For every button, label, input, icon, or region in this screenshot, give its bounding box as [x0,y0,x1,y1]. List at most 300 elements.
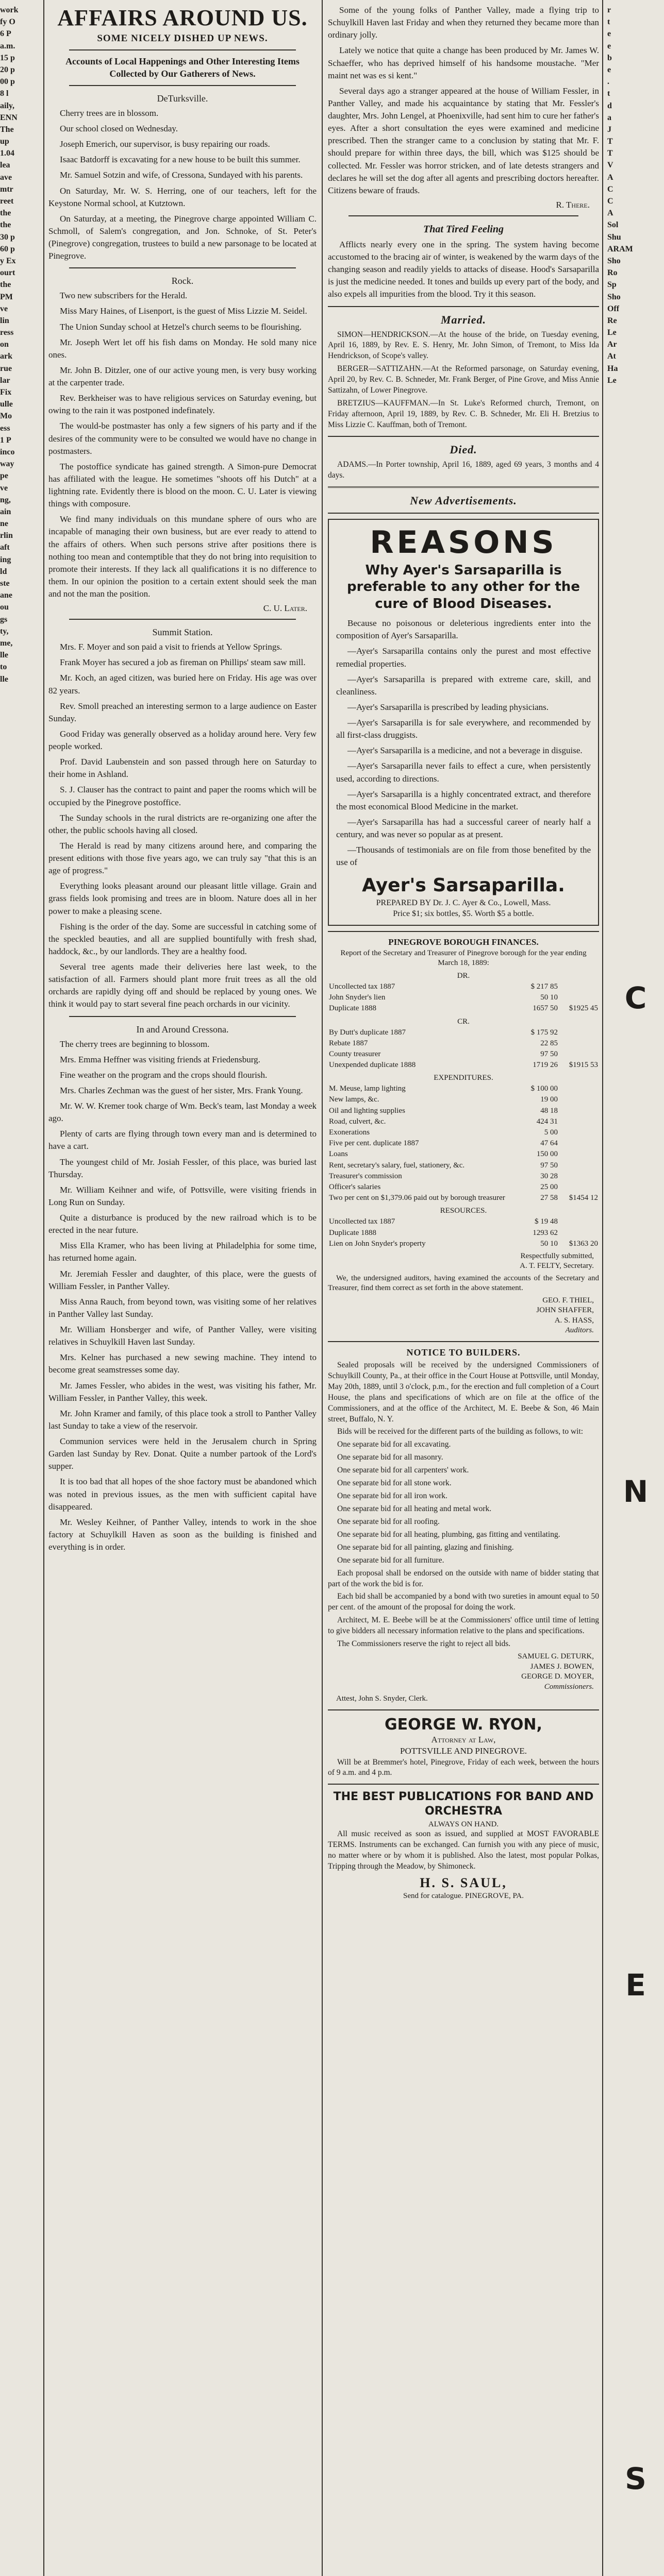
news-item: Mrs. F. Moyer and son paid a visit to friends at Yellow Springs. [60,642,283,652]
news-item: Everything looks pleasant around our pleasant little village. Grain and grass fields look promising and trees are in bloom. Nature does all in her power to make a pleasing scene. [48,881,317,916]
edge-fragment: the [0,221,11,230]
edge-fragment: me, [0,638,13,648]
cressona-continued [328,4,599,197]
edge-fragment: ane [0,591,12,600]
edge-fragment: Ha [607,364,618,373]
edge-fragment: r [607,6,611,14]
edge-fragment: 20 p [0,65,15,74]
ledger-row [328,1182,599,1193]
news-item: Mr. William Keihner and wife, of Pottsville, were visiting friends in Long Run on Sunday. [48,1184,317,1207]
ledger-total [559,1049,599,1060]
news-item: Cherry trees are in blossom. [60,108,159,118]
ledger-value: $ 175 92 [530,1028,558,1037]
ledger-label: Exonerations [329,1128,370,1137]
notice-title: NOTICE TO BUILDERS. [406,1347,521,1358]
ledger-label: Officer's salaries [329,1182,381,1191]
commissioners-label: Commissioners. [544,1682,594,1691]
edge-fragment: 15 p [0,53,15,62]
edge-fragment: y Ex [0,256,16,265]
edge-fragment: Fix [0,388,12,397]
news-item: Some of the young folks of Panther Valley, made a flying trip to Schuylkill Haven last Friday and when they returned they became more than ordinary jolly. [328,5,599,40]
column-rule-left [43,0,44,2576]
edge-fragment: a.m. [0,41,15,50]
ledger-total [559,1149,599,1160]
edge-fragment: ng, [0,495,11,504]
edge-fragment: lle [0,674,8,684]
notice-paragraph: One separate bid for all carpenters' work. [337,1466,469,1475]
notice-attest: Attest, John S. Snyder, Clerk. [336,1694,428,1703]
attorney-card [328,1716,599,1779]
subheadline: SOME NICELY DISHED UP NEWS. [97,33,268,44]
edge-fragment: the [0,209,11,218]
ledger-label: By Dutt's duplicate 1887 [329,1028,406,1037]
edge-fragment: ne [0,519,8,529]
ledger-value: 50 10 [540,993,558,1002]
news-item: It is too bad that all hopes of the shoe factory must be abandoned which was noted in previous issues, as the men with sufficient capital have disappeared. [48,1477,317,1512]
ledger-label: Duplicate 1888 [329,1228,377,1237]
commissioner-name: GEORGE D. MOYER, [521,1672,594,1681]
edge-fragment: 1.04 [0,149,14,158]
publisher-line: Send for catalogue. PINEGROVE, PA. [403,1892,524,1901]
news-item: Mr. Samuel Sotzin and wife, of Cressona, Sundayed with his parents. [60,170,303,180]
news-item: The would-be postmaster has only a few signers of his party and if the desires of the community were to be consulted we would have no change in postmasters. [48,421,317,456]
edge-fragment: 6 P [0,29,11,39]
edge-fragment: Sp [607,280,617,290]
ledger-row [328,992,599,1003]
ledger-value: $ 100 00 [530,1084,558,1093]
borough-finances [328,937,599,1336]
news-item: On Saturday, at a meeting, the Pinegrove charge appointed William C. Schmoll, of Salem's congregation, and Jon. Schnoke, of St. Peter's (Pinegrove) congregation, trustees to build a new parsonage to be located at Pinegrove. [48,213,317,261]
edge-fragment: Ro [607,268,618,278]
news-item: Mr. William Honsberger and wife, of Panther Valley, were visiting relatives in Schuylkill Haven last Sunday. [48,1325,317,1347]
divider [328,931,599,932]
edge-fragment: aily, [0,101,15,110]
finances-expenditures-table [328,1083,599,1204]
ledger-label: Unexpended duplicate 1888 [329,1061,416,1070]
ledger-row [328,1083,599,1094]
ledger-row [328,1003,599,1014]
edge-ad-letter: E [625,1968,646,2003]
auditor-names [333,1296,594,1336]
ledger-total [559,992,599,1003]
left-edge-column [0,4,40,2576]
ledger-total: $1363 20 [569,1239,598,1248]
divider [328,1784,599,1785]
news-item: Miss Ella Kramer, who has been living at Philadelphia for some time, has returned home again. [48,1241,317,1263]
ledger-label: Uncollected tax 1887 [329,982,395,991]
ledger-total [559,1182,599,1193]
edge-fragment: ain [0,507,11,516]
notice-paragraph: Architect, M. E. Beebe will be at the Commissioners' office until time of letting to give bidders all necessary information relative to the plans and specifications. [328,1616,599,1636]
reason-item: —Ayer's Sarsaparilla has had a successful career of nearly half a century, and was never so popular as at present. [336,817,591,840]
publications-title: THE BEST PUBLICATIONS FOR BAND AND ORCHESTRA [333,1790,594,1818]
news-item: Mr. Jeremiah Fessler and daughter, of this place, were the guests of William Fessler, in Panther Valley. [48,1268,317,1291]
edge-fragment: Shu [607,232,621,242]
married-heading: Married. [440,313,487,326]
auditor-name: JOHN SHAFFER, [536,1306,594,1315]
news-item: The cherry trees are beginning to blossom. [60,1039,210,1049]
notice-to-builders [328,1347,599,1704]
ledger-label: Lien on John Snyder's property [329,1239,426,1248]
edge-fragment: V [607,161,613,170]
edge-fragment: ress [0,328,14,337]
notice-paragraph: Each bid shall be accompanied by a bond with two sureties in amount equal to 50 per cent. of the amount of the proposal for doing the work. [328,1592,599,1612]
edge-fragment: 8 l [0,89,9,98]
ledger-value: 27 58 [540,1194,558,1202]
masthead: AFFAIRS AROUND US. [57,5,308,30]
ledger-row [328,1216,599,1227]
ledger-label: Duplicate 1888 [329,1004,377,1013]
news-item: Plenty of carts are flying through town every man and is determined to have a cart. [48,1129,317,1151]
edge-fragment: ess [0,423,10,433]
news-item: Rev. Berkheiser was to have religious services on Saturday evening, but owing to the rain it was postponed indefinately. [48,393,317,416]
tired-feeling-text: Afflicts nearly every one in the spring. The system having become accustomed to the bracing air of winter, is weakened by the warm days of the changing season and readily yields to attacks of disease. Hood's Sarsaparilla is just the medicine needed. It tones and builds up every part of the body, and also expels all impurities from the blood. Try it this season. [328,239,599,299]
correspondent-signature: C. U. Later. [263,603,307,614]
edge-fragment: Off [607,304,620,313]
edge-fragment: e [607,29,611,39]
auditor-name: GEO. F. THIEL, [542,1296,594,1304]
ledger-total [559,1116,599,1127]
news-item: Prof. David Laubenstein and son passed through here on Saturday to their home in Ashland. [48,757,317,779]
notice-paragraph: One separate bid for all stone work. [337,1479,452,1488]
edge-fragment: ARAM [607,244,633,253]
divider [328,436,599,437]
edge-fragment: ENN [0,113,18,122]
ledger-total: $1925 45 [569,1004,598,1013]
news-item: Mr. Wesley Keihner, of Panther Valley, intends to work in the shoe factory at Schuylkill Haven as soon as the building is finished and everything is in order. [48,1517,317,1552]
edge-fragment: gs [0,615,8,624]
reason-item: —Ayer's Sarsaparilla is prescribed by leading physicians. [347,702,549,712]
ledger-total [559,1106,599,1116]
publications-subtitle: ALWAYS ON HAND. [428,1820,499,1829]
ledger-value: 48 18 [540,1106,558,1115]
finances-dr-heading: DR. [457,971,470,980]
ledger-row [328,1049,599,1060]
ledger-row [328,1239,599,1249]
ledger-value: $ 217 85 [530,982,558,991]
news-item: Our school closed on Wednesday. [60,124,178,134]
ledger-row [328,1149,599,1160]
news-item: Frank Moyer has secured a job as fireman on Phillips' steam saw mill. [60,657,306,668]
edge-fragment: PM [0,292,13,301]
ledger-value: 150 00 [536,1150,558,1159]
ayers-maker: PREPARED BY Dr. J. C. Ayer & Co., Lowell, Mass. [376,899,551,908]
ledger-value: 97 50 [540,1049,558,1058]
divider [69,49,296,50]
finances-resources-heading: RESOURCES. [440,1207,487,1215]
news-item: Mrs. Emma Heffner was visiting friends at Friedensburg. [60,1054,260,1064]
news-item: Miss Mary Haines, of Lisenport, is the guest of Miss Lizzie M. Seidel. [60,306,307,316]
ledger-label: County treasurer [329,1049,381,1058]
reason-item: —Ayer's Sarsaparilla contains only the purest and most effective remedial properties. [336,646,591,669]
edge-fragment: 60 p [0,244,15,253]
divider [328,306,599,307]
divider [69,85,296,86]
ledger-label: John Snyder's lien [329,993,386,1002]
edge-fragment: C [607,197,613,206]
edge-fragment: ty, [0,626,9,636]
finances-sign-line: A. T. FELTY, Secretary. [520,1262,594,1270]
attorney-place: POTTSVILLE AND PINEGROVE. [400,1745,527,1756]
notice-paragraphs [328,1360,599,1650]
news-item: We find many individuals on this mundane sphere of ours who are incapable of managing their own business, but are ever ready to attend to the affairs of others. When such persons strive after positions there is nothing too mean and contemptible that they do not bring into requisition to promote their interests. If they lack all qualifications it is no difference to them. In our opinion the position to a certain extent should seek the man and not the man the position. [48,514,317,599]
divider [69,1016,296,1017]
edge-fragment: Sho [607,292,621,301]
news-item: Joseph Emerich, our supervisor, is busy repairing our roads. [60,139,270,149]
ledger-label: Rent, secretary's salary, fuel, stationery, &c. [329,1161,465,1170]
ledger-row [328,1138,599,1149]
edge-fragment: Sol [607,221,619,230]
divider [328,1709,599,1710]
ledger-value: 424 31 [536,1117,558,1126]
news-item: The youngest child of Mr. Josiah Fessler, of this place, was buried last Thursday. [48,1157,317,1179]
ledger-value: 1293 62 [533,1228,558,1237]
news-item: On Saturday, Mr. W. S. Herring, one of our teachers, left for the Keystone Normal school, at Kutztown. [48,185,317,208]
ledger-total [559,1171,599,1182]
ledger-value: 1657 50 [533,1004,558,1013]
ledger-value: 30 28 [540,1172,558,1180]
ledger-value: 19 00 [540,1095,558,1104]
ledger-value: 25 00 [540,1182,558,1191]
ledger-row [328,1106,599,1116]
marriage-notice: BRETZIUS—KAUFFMAN.—In St. Luke's Reformed church, Tremont, on Friday afternoon, April 19, 1889, by Rev. C. B. Schneder, Mr. Eli H. Bretzius to Miss Lizzie C. Kauffman, both of Tremont. [328,399,599,429]
commissioner-names [333,1652,594,1692]
edge-ad-letter: S [625,2461,646,2496]
news-item: Mr. W. W. Kremer took charge of Wm. Beck's team, last Monday a week ago. [48,1101,317,1124]
edge-fragment: reet [0,197,14,206]
edge-fragment: C [607,184,613,194]
news-item: Good Friday was generally observed as a holiday around here. Very few people worked. [48,728,317,752]
notices-column [328,4,599,2576]
edge-fragment: the [0,280,11,290]
news-item: Mrs. Charles Zechman was the guest of her sister, Mrs. Frank Young. [60,1085,303,1095]
notice-paragraph: Sealed proposals will be received by the undersigned Commissioners of Schuylkill County, Pa., at their office in the Court House at Pottsville, until Monday, May 20th, 1889, until 3 o'clock, p.m., for the erection and full completion of a Court House, the plans and specifications of which are on file at the office of the Commissioners, and at the office of the Architect, M. E. Beebe & Son, 46 Main street, Buffalo, N. Y. [328,1360,599,1423]
auditor-name: A. S. HASS, [554,1316,594,1325]
edge-fragment: fy O [0,18,15,27]
column-rule-right [602,0,603,2576]
publisher-name: H. S. SAUL, [420,1875,507,1891]
edge-fragment: At [607,352,616,361]
news-sections [48,93,317,1553]
news-item: Fishing is the order of the day. Some are successful in catching some of the speckled beauties, and all are supplied bountifully with fresh shad, haddock, &c., by our landlords. They are a healthy food. [48,921,317,956]
news-item: Mr. Koch, an aged citizen, was buried here on Friday. His age was over 82 years. [48,673,317,696]
ledger-label: M. Meuse, lamp lighting [329,1084,406,1093]
edge-fragment: b [607,53,612,62]
edge-fragment: a [607,113,611,122]
divider [69,267,296,268]
divider [328,486,599,488]
ledger-total [559,1127,599,1138]
edge-fragment: ve [0,304,8,313]
ledger-value: 47 64 [540,1139,558,1148]
edge-fragment: Mo [0,412,12,421]
ledger-value: 97 50 [540,1161,558,1170]
news-item: Communion services were held in the Jerusalem church in Spring Garden last Sunday by Rev. Donat. Quite a number partook of the Lord's supper. [48,1436,317,1471]
ledger-row [328,1160,599,1171]
notice-paragraph: One separate bid for all masonry. [337,1453,443,1462]
edge-fragment: work [0,6,19,14]
ledger-label: Treasurer's commission [329,1172,402,1180]
reason-item: —Thousands of testimonials are on file from those benefited by the use of [336,845,591,868]
ledger-row [328,1038,599,1049]
edge-fragment: Re [607,316,617,325]
ledger-label: Five per cent. duplicate 1887 [329,1139,419,1148]
reasons-list [336,645,591,869]
edge-fragment: way [0,460,14,469]
ledger-value: 22 85 [540,1039,558,1047]
cressona-signature: R. There. [556,199,590,210]
finances-dr-table [328,981,599,1014]
notice-paragraph: One separate bid for all roofing. [337,1517,440,1526]
finances-title: PINEGROVE BOROUGH FINANCES. [388,937,539,947]
edge-fragment: to [0,663,7,672]
edge-fragment: ave [0,173,12,182]
ledger-label: New lamps, &c. [329,1095,379,1104]
news-item: Fine weather on the program and the crops should flourish. [60,1070,268,1080]
right-edge-ads [607,980,664,2496]
auditors-label: Auditors. [565,1326,594,1335]
edge-fragment: ing [0,555,11,564]
edge-fragment: on [0,340,9,349]
ledger-row [328,1060,599,1071]
edge-fragment: ourt [0,268,15,278]
edge-fragment: lea [0,161,10,170]
notice-paragraph: The Commissioners reserve the right to reject all bids. [337,1639,511,1649]
ayers-brand: Ayer's Sarsaparilla. [362,875,565,896]
section-place-heading: DeTurksville. [157,93,208,104]
died-notice: ADAMS.—In Porter township, April 16, 1889, aged 69 years, 3 months and 4 days. [328,460,599,480]
edge-fragment: ve [0,483,8,493]
notice-paragraph: One separate bid for all heating, plumbing, gas fitting and ventilating. [337,1530,560,1539]
news-item: Quite a disturbance is produced by the new railroad which is to be erected in the near future. [48,1213,317,1235]
ayers-advertisement [328,519,599,926]
news-item: Mr. John Kramer and family, of this place took a stroll to Panther Valley last Sunday to take a view of the reservoir. [48,1408,317,1431]
divider [69,619,296,620]
news-item: The Herald is read by many citizens around here, and comparing the present editions with those five years ago, we can truly say "that this is an age of progress." [48,840,317,876]
edge-fragment: up [0,137,9,146]
reason-item: —Ayer's Sarsaparilla is for sale everywhere, and recommended by all first-class druggists. [336,718,591,740]
news-item: Mr. Joseph Wert let off his fish dams on Monday. He sold many nice ones. [48,337,317,360]
news-item: The postoffice syndicate has gained strength. A Simon-pure Democrat has affiliated with the league. He sometimes "shoots off his Dutch" at a lightning rate. Evidently there is blood on the moon. C. U. Later is viewing things with composure. [48,461,317,509]
reasons-intro: Because no poisonous or deleterious ingredients enter into the composition of Ayer's Sarsaparilla. [336,618,591,641]
edge-fragment: d [607,101,612,110]
edge-fragment: T [607,149,613,158]
reasons-subtitle: Why Ayer's Sarsaparilla is preferable to any other for the cure of Blood Diseases. [347,562,580,612]
edge-ad-letter: N [623,1474,649,1509]
notice-paragraph: One separate bid for all painting, glazing and finishing. [337,1543,514,1552]
edge-fragment: ulle [0,400,13,409]
ledger-row [328,981,599,992]
edge-fragment: 1 P [0,435,11,445]
edge-fragment: The [0,125,14,134]
news-item: Miss Anna Rauch, from beyond town, was visiting some of her relatives in Panther Valley last Sunday. [48,1296,317,1319]
edge-fragment: Sho [607,256,621,265]
edge-fragment: pe [0,471,8,481]
ledger-row [328,1116,599,1127]
news-item: Lately we notice that quite a change has been produced by Mr. James W. Schaeffer, who has deprived himself of his handsome moustache. "Mer maint net was es si kent." [328,45,599,80]
new-advertisements-heading: New Advertisements. [410,494,517,507]
edge-fragment: lin [0,316,9,325]
ledger-label: Two per cent on $1,379.06 paid out by borough treasurer [329,1194,505,1202]
edge-fragment: aft [0,543,10,552]
edge-fragment: rue [0,364,12,373]
ledger-total [559,1027,599,1038]
edge-fragment: ste [0,579,10,588]
reason-item: —Ayer's Sarsaparilla never fails to effect a cure, when persistently used, according to directions. [336,761,591,784]
notice-paragraph: Each proposal shall be endorsed on the outside with name of bidder stating that part of the work the bid is for. [328,1568,599,1588]
edge-fragment: . [607,77,609,87]
ledger-total [559,1094,599,1105]
finances-intro: Report of the Secretary and Treasurer of Pinegrove borough for the year ending March 18, 1889: [340,948,587,968]
ledger-label: Road, culvert, &c. [329,1117,386,1126]
notice-paragraph: One separate bid for all heating and metal work. [337,1504,492,1513]
edge-fragment: Le [607,328,617,337]
edge-fragment: lle [0,651,8,660]
notice-paragraph: One separate bid for all furniture. [337,1555,444,1565]
ledger-label: Oil and lighting supplies [329,1106,405,1115]
edge-fragment: Ar [607,340,617,349]
ledger-total [559,1160,599,1171]
ledger-value: 5 00 [544,1128,558,1137]
reason-item: —Ayer's Sarsaparilla is a medicine, and not a beverage in disguise. [347,745,583,756]
finances-audit-text: We, the undersigned auditors, having examined the accounts of the Secretary and Treasurer, find them correct as set forth in the above statement. [328,1274,599,1293]
ledger-total: $1454 12 [569,1194,598,1202]
edge-fragment: t [607,18,610,27]
notice-paragraph: Bids will be received for the different parts of the building as follows, to wit: [337,1427,584,1436]
reasons-title: REASONS [370,524,557,561]
edge-fragment: t [607,89,610,98]
marriage-notice: SIMON—HENDRICKSON.—At the house of the bride, on Tuesday evening, April 16, 1889, by Rev. E. S. Henry, Mr. John Simon, of Tremont, to Miss Ida Hendrickson, of Scope's valley. [328,330,599,361]
attorney-title: Attorney at Law, [431,1734,496,1744]
edge-fragment: Le [607,376,617,385]
reason-item: —Ayer's Sarsaparilla is a highly concentrated extract, and therefore the most economical Blood Medicine in the market. [336,789,591,811]
news-item: Isaac Batdorff is excavating for a new house to be built this summer. [60,155,301,165]
edge-ad-letter: C [624,980,647,1015]
notice-paragraph: One separate bid for all iron work. [337,1492,447,1501]
news-item: Several tree agents made their deliveries here last week, to the satisfaction of all. Farmers should plant more fruit trees as all the old orchards are rapidly dying off and should be replaced by young ones. We think it would pay to start several fine peach orchards in our vicinity. [48,962,317,1009]
tired-feeling-heading: That Tired Feeling [423,223,504,235]
notice-paragraph: One separate bid for all excavating. [337,1440,451,1449]
divider [328,513,599,514]
column-rule-center [322,0,323,2576]
ledger-row [328,1127,599,1138]
right-edge-fragments [607,4,664,386]
commissioner-name: SAMUEL G. DETURK, [518,1652,594,1661]
ledger-total [559,1083,599,1094]
news-item: The Sunday schools in the rural districts are re-organizing one after the other, the public schools having all closed. [48,812,317,835]
ledger-row [328,1094,599,1105]
edge-fragment: J [607,125,611,134]
died-heading: Died. [450,443,477,456]
ledger-value: $ 19 48 [535,1217,558,1226]
ledger-total [559,1138,599,1149]
news-item: Rev. Smoll preached an interesting sermon to a large audience on Easter Sunday. [48,701,317,723]
news-item: Several days ago a stranger appeared at the house of William Fessler, in Panther Valley, and made his acquaintance by stating that Mr. Fessler's daughter, Mrs. John Lengel, at Phoenixville, had sent him to cure her father's eyes. After a short consultation the eyes were examined and medicine prescribed. Then the stranger came to a conclusion by stating that Mr. F. should prepare for within three days, the bill, which was $125 should be collected. Mr. Fessler was horror stricken, and of late detests strangers and declares he will set the dog after all agents and prescribing doctors hereafter. Citizens beware of frauds. [328,86,599,195]
reason-item: —Ayer's Sarsaparilla is prepared with extreme care, skill, and cleanliness. [336,674,591,697]
edge-fragment: e [607,41,611,50]
intro-headline: Accounts of Local Happenings and Other Interesting Items Collected by Our Gatherers of News. [65,56,300,79]
news-item: Mr. John B. Ditzler, one of our active young men, is very busy working at the carpenter trade. [48,365,317,388]
ledger-row [328,1228,599,1239]
marriage-notice: BERGER—SATTIZAHN.—At the Reformed parsonage, on Saturday evening, April 20, by Rev. C. B. Schneder, Mr. Frank Berger, of Pine Grove, and Miss Annie Sattizahn, of Lower Pinegrove. [328,364,599,395]
married-list [328,330,599,431]
edge-fragment: T [607,137,613,146]
ayers-price: Price $1; six bottles, $5. Worth $5 a bottle. [393,909,534,919]
section-place-heading: Rock. [171,276,194,286]
attorney-text: Will be at Bremmer's hotel, Pinegrove, Friday of each week, between the hours of 9 a.m. and 4 p.m. [328,1757,599,1777]
edge-fragment: 30 p [0,232,15,242]
finances-cr-table [328,1027,599,1071]
